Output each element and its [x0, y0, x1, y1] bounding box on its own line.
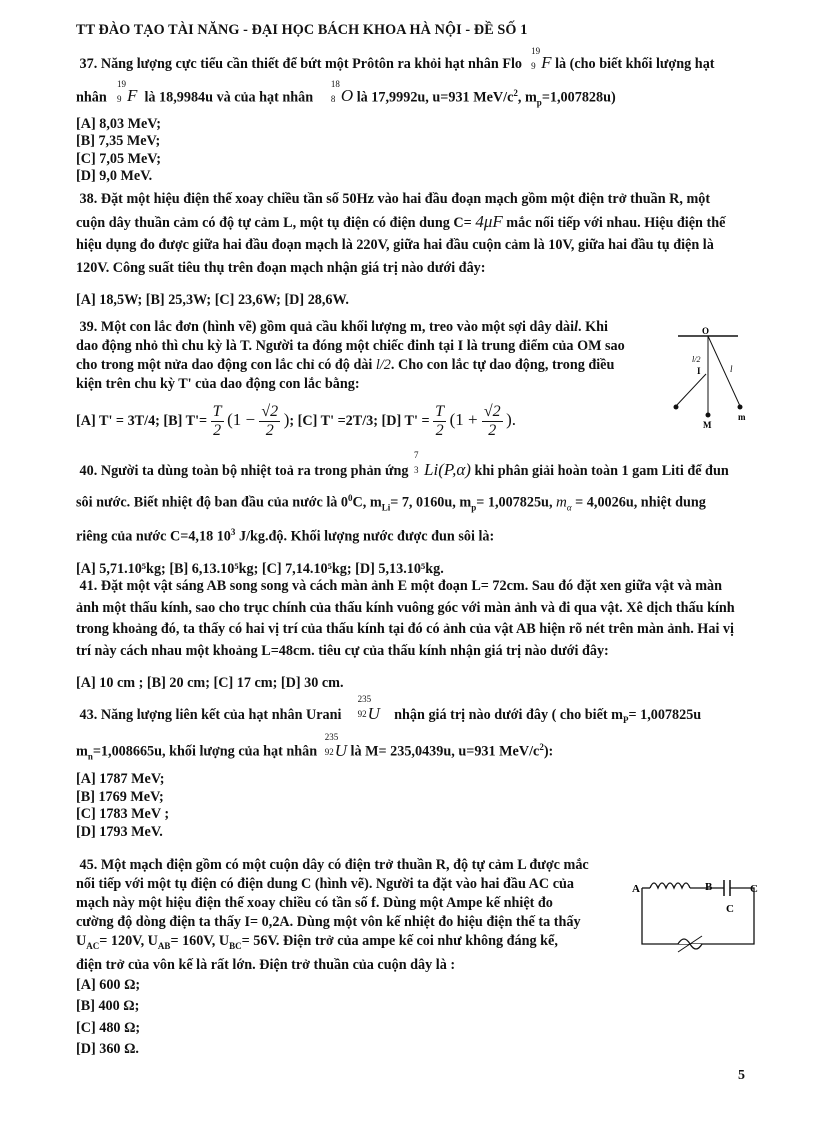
option: [B] 7,35 MeV;	[76, 133, 161, 150]
svg-text:M: M	[703, 420, 712, 430]
option: [A] 600 Ω;	[76, 976, 141, 993]
option: [D] 1793 MeV.	[76, 823, 163, 840]
option: [B] 1769 MeV;	[76, 788, 164, 805]
question-37: 37. Năng lượng cực tiểu cần thiết để bứt một Prôtôn ra khỏi hạt nhân Flo 19 9 F là (cho biết khối lượng hạt nhân 19 9 F là 18,9984u và của hạt nhân 18 8 O là 17,9992u, u=931 MeV/$c^2$, $m_p=1,007828u$) [A] 8,03 MeV; [B] 7,35 MeV; [C] 7,05 MeV; [D] 9,0 MeV.	[76, 52, 766, 186]
page-number: 5	[738, 1068, 745, 1083]
option: [A] 1787 MeV;	[76, 771, 165, 788]
option: [A] 8,03 MeV;	[76, 115, 161, 132]
question-43: 43. Năng lượng liên kết của hạt nhân Urani 235 92 U nhận giá trị nào dưới đây ( cho biết $m_P= 1,007825u$ $m_n=1,008665u$, khối lượng của hạt nhân 235 92 U là M= 235,0439u, u=931 MeV/$c^2$): [A] 1787 MeV; [B] 1769 MeV; [C] 1783 MeV ; [D] 1793 MeV.	[76, 700, 766, 841]
svg-text:l: l	[730, 364, 733, 374]
svg-text:O: O	[702, 326, 710, 336]
pendulum-figure	[658, 322, 758, 432]
option: [C] 7,05 MeV;	[76, 150, 161, 167]
option: [B] 400 Ω;	[76, 998, 140, 1015]
svg-text:m: m	[738, 412, 746, 422]
svg-text:C: C	[750, 883, 758, 895]
svg-text:A: A	[632, 883, 640, 895]
option: [D] 9,0 MeV.	[76, 168, 153, 185]
option: [C] 480 Ω;	[76, 1019, 141, 1036]
svg-text:C: C	[726, 903, 734, 915]
question-40: 40. Người ta dùng toàn bộ nhiệt toả ra trong phản ứng 7 3 Li(P,α) khi phân giải hoàn toàn 1 gam Liti để đun sôi nước. Biết nhiệt độ ban đầu của nước là $0^0C$, $m_{Li}= 7$, 0160u, $m_p= 1,007825u$, $m_\alpha = 4,0026u$, nhiệt dung riêng của nước C=4,18 $10^3$ J/kg.độ. Khối lượng nước được đun sôi là: [A] 5,71.10⁵kg; [B] 6,13.10⁵kg; [C] 7,14.10⁵kg; [D] 5,13.10⁵kg.	[76, 456, 766, 580]
options-line: [A] 5,71.10⁵kg; [B] 6,13.10⁵kg; [C] 7,14.10⁵kg; [D] 5,13.10⁵kg.	[76, 560, 444, 577]
option: [D] 360 Ω.	[76, 1041, 139, 1058]
question-39: 39. Một con lắc đơn (hình vẽ) gồm quả cầu khối lượng m, treo vào một sợi dây dàil. Khi dao động nhỏ thì chu kỳ là T. Người ta đóng một chiếc đinh tại I là trung điểm của OM sao cho trong một nửa dao động con lắc chỉ có độ dài l/2. Cho con lắc tự dao động, trong điều kiện trên chu kỳ T' của dao động con lắc bằng: [A] T' = 3T/4; [B] T'= $\frac{T}{2}$ (1 − $\frac{√2}{2}$ ); [C] T' =2T/3; [D] T' = $\frac{T}{2}$ (1 + $\frac{√2}{2}$ ).	[76, 319, 625, 440]
svg-text:I: I	[697, 366, 701, 376]
options-line: [A] 18,5W; [B] 25,3W; [C] 23,6W; [D] 28,6W.	[76, 292, 349, 308]
question-38: 38. Đặt một hiệu điện thế xoay chiều tần số 50Hz vào hai đầu đoạn mạch gồm một điện trở thuần R, một cuộn dây thuần cảm có độ tự cảm L, một tụ điện có điện dung C= 4μF mắc nối tiếp với nhau. Hiệu điện thế hiệu dụng đo được giữa hai đầu đoạn mạch là 220V, giữa hai đầu cuộn cảm là 10V, giữa hai đầu tụ điện là 120V. Công suất tiêu thụ trên đoạn mạch nhận giá trị nào dưới đây: [A] 18,5W; [B] 25,3W; [C] 23,6W; [D] 28,6W.	[76, 188, 766, 312]
question-45: 45. Một mạch điện gồm có một cuộn dây có điện trở thuần R, độ tự cảm L được mắc nối tiếp với một tụ điện có điện dung C (hình vẽ). Người ta đặt vào hai đầu AC của mạch này một hiệu điện thế xoay chiều có tần số f. Dùng một Ampe kế nhiệt đo cường độ dòng điện ta thấy I= 0,2A. Dùng một vôn kế nhiệt đo hiệu điện thế ta thấy $U_{AC}= 120V$, $U_{AB}= 160V$, $U_{BC}= 56V$. Điện trở của ampe kế coi như không đáng kể, điện trở của vôn kế là rất lớn. Điện trở thuần của cuộn dây là : [A] 600 Ω; [B] 400 Ω; [C] 480 Ω; [D] 360 Ω.	[76, 856, 636, 1061]
circuit-figure	[630, 872, 770, 962]
page-header: TT ĐÀO TẠO TÀI NĂNG - ĐẠI HỌC BÁCH KHOA HÀ NỘI - ĐỀ SỐ 1	[76, 22, 528, 38]
question-41: 41. Đặt một vật sáng AB song song và cách màn ảnh E một đoạn L= 72cm. Sau đó đặt xen giữa vật và màn ảnh một thấu kính, sao cho trục chính của thấu kính vuông góc với màn ảnh và đi qua vật. Xê dịch thấu kính trong khoảng đó, ta thấy có hai vị trí của thấu kính tại đó có ảnh của vật AB hiện rõ nét trên màn ảnh. Hai vị trí này cách nhau một khoảng L=48cm. tiêu cự của thấu kính nhận giá trị nào dưới đây: [A] 10 cm ; [B] 20 cm; [C] 17 cm; [D] 30 cm.	[76, 576, 766, 695]
svg-text:l/2: l/2	[692, 355, 701, 364]
option: [C] 1783 MeV ;	[76, 806, 170, 823]
svg-text:B: B	[705, 881, 713, 893]
options-line: [A] 10 cm ; [B] 20 cm; [C] 17 cm; [D] 30 cm.	[76, 675, 344, 691]
